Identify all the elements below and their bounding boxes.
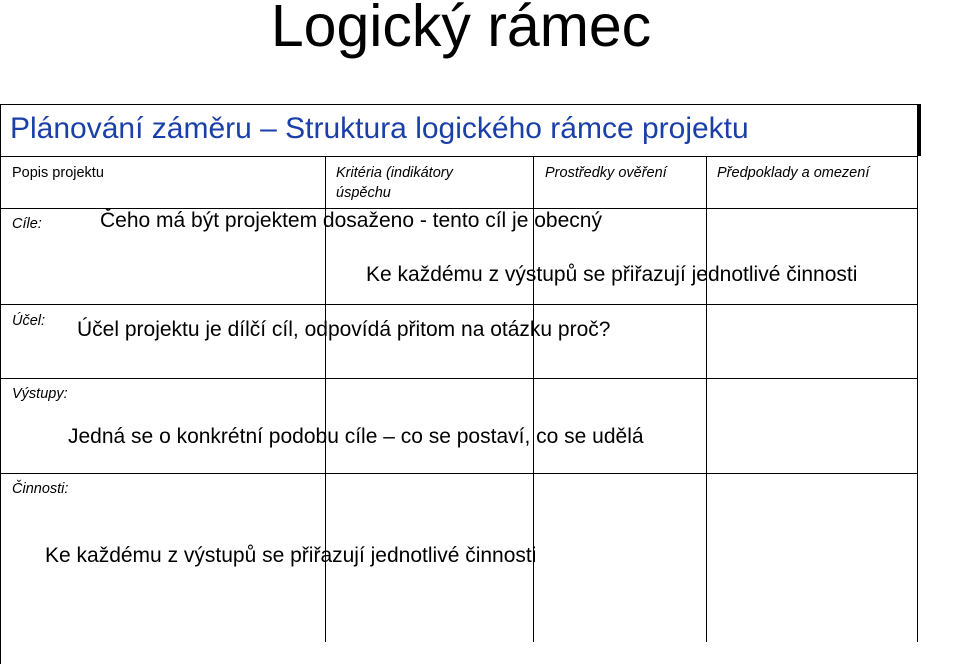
column-header-prostredky: Prostředky ověření: [545, 165, 667, 181]
row-label-cile: Cíle:: [12, 216, 42, 232]
table-subtitle: Plánování záměru – Struktura logického rámce projektu: [10, 112, 749, 145]
col-divider-3: [706, 156, 707, 642]
cile-text: Čeho má být projektem dosaženo - tento cíl je obecný: [100, 209, 602, 232]
col-divider-4: [917, 156, 918, 642]
row-label-cinnosti: Činnosti:: [12, 481, 69, 497]
page-title: Logický rámec: [270, 0, 652, 59]
column-header-kriteria-line2: úspěchu: [336, 185, 391, 201]
column-header-predpoklady: Předpoklady a omezení: [717, 165, 870, 181]
row-label-vystupy: Výstupy:: [12, 386, 68, 402]
row-divider-vystupy: [0, 473, 918, 474]
row-divider-ucel: [0, 378, 918, 379]
column-header-kriteria-line1: Kritéria (indikátory: [336, 165, 453, 181]
logframe-table: [0, 104, 921, 664]
activities-note: Ke každému z výstupů se přiřazují jednotlivé činnosti: [366, 263, 858, 286]
row-divider-subtitle: [0, 156, 918, 157]
vystupy-text: Jedná se o konkrétní podobu cíle – co se postaví, co se udělá: [68, 425, 644, 448]
table-edge-accent: [917, 104, 921, 156]
row-divider-cile: [0, 304, 918, 305]
column-header-popis: Popis projektu: [12, 165, 104, 181]
row-label-ucel: Účel:: [12, 313, 46, 329]
cinnosti-text: Ke každému z výstupů se přiřazují jednotlivé činnosti: [45, 544, 537, 567]
ucel-text: Účel projektu je dílčí cíl, odpovídá přitom na otázku proč?: [77, 318, 611, 341]
